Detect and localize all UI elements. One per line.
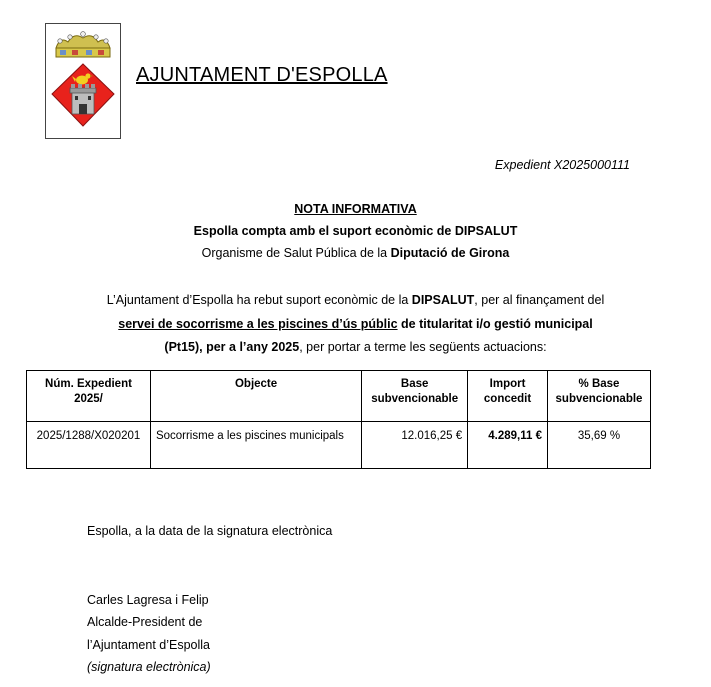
body-line-1-pre: L’Ajuntament d’Espolla ha rebut suport econòmic de la	[106, 293, 412, 307]
expedient-number: Expedient X2025000111	[494, 158, 630, 172]
header-percent	[548, 371, 651, 422]
cell-expedient: 2025/1288/X020201	[27, 422, 151, 469]
org-prefix: Organisme de Salut Pública de la	[201, 246, 391, 260]
header-import	[468, 371, 548, 422]
header-percent-line2: subvencionable	[555, 393, 643, 405]
table-row	[27, 422, 651, 469]
signatory-entity: l’Ajuntament d’Espolla	[87, 638, 210, 652]
body-line-1-post: , per al finançament del	[474, 293, 605, 307]
header-expedient	[27, 371, 151, 422]
closing-line: Espolla, a la data de la signatura electrònica	[87, 524, 333, 538]
body-line-2-post: de titularitat i/o gestió municipal	[397, 317, 593, 331]
signature-note: (signatura electrònica)	[87, 660, 211, 674]
cell-import: 4.289,11 €	[468, 422, 548, 469]
table-header-row	[27, 371, 651, 422]
header-base	[362, 371, 468, 422]
header-import-line2: concedit	[483, 393, 532, 405]
notice-title: NOTA INFORMATIVA	[294, 202, 417, 216]
body-line-3-bold: (Pt15), per a l’any 2025	[164, 340, 300, 354]
cell-base: 12.016,25 €	[362, 422, 468, 469]
tower-icon	[70, 84, 96, 114]
organization-title: AJUNTAMENT D'ESPOLLA	[136, 64, 388, 86]
header-base-line2: subvencionable	[371, 393, 459, 405]
header-expedient-line1: Núm. Expedient	[45, 378, 132, 390]
grant-table	[26, 370, 651, 469]
crown-icon	[56, 32, 110, 57]
header-base-line1: Base	[400, 378, 429, 390]
body-line-2	[0, 317, 711, 331]
cell-objecte: Socorrisme a les piscines municipals	[150, 422, 361, 469]
org-bold: Diputació de Girona	[390, 246, 510, 260]
header-expedient-line2: 2025/	[74, 393, 103, 405]
body-line-3-post: , per portar a terme les següents actuacions:	[299, 340, 547, 354]
header-import-line1: Import	[489, 378, 526, 390]
notice-organization-line	[0, 246, 711, 260]
signatory-role: Alcalde-President de	[87, 615, 203, 629]
header-percent-line1: % Base	[578, 378, 620, 390]
signatory-name: Carles Lagresa i Felip	[87, 593, 209, 607]
cell-percent: 35,69 %	[548, 422, 651, 469]
header-objecte: Objecte	[150, 371, 361, 422]
body-line-3	[0, 340, 711, 354]
coat-of-arms-logo	[45, 23, 121, 139]
notice-subtitle: Espolla compta amb el suport econòmic de DIPSALUT	[193, 224, 518, 238]
coat-of-arms-icon	[46, 24, 120, 138]
body-line-1	[0, 293, 711, 307]
body-line-1-bold: DIPSALUT	[411, 293, 475, 307]
body-line-2-service: servei de socorrisme a les piscines d’ús públic	[118, 317, 398, 331]
